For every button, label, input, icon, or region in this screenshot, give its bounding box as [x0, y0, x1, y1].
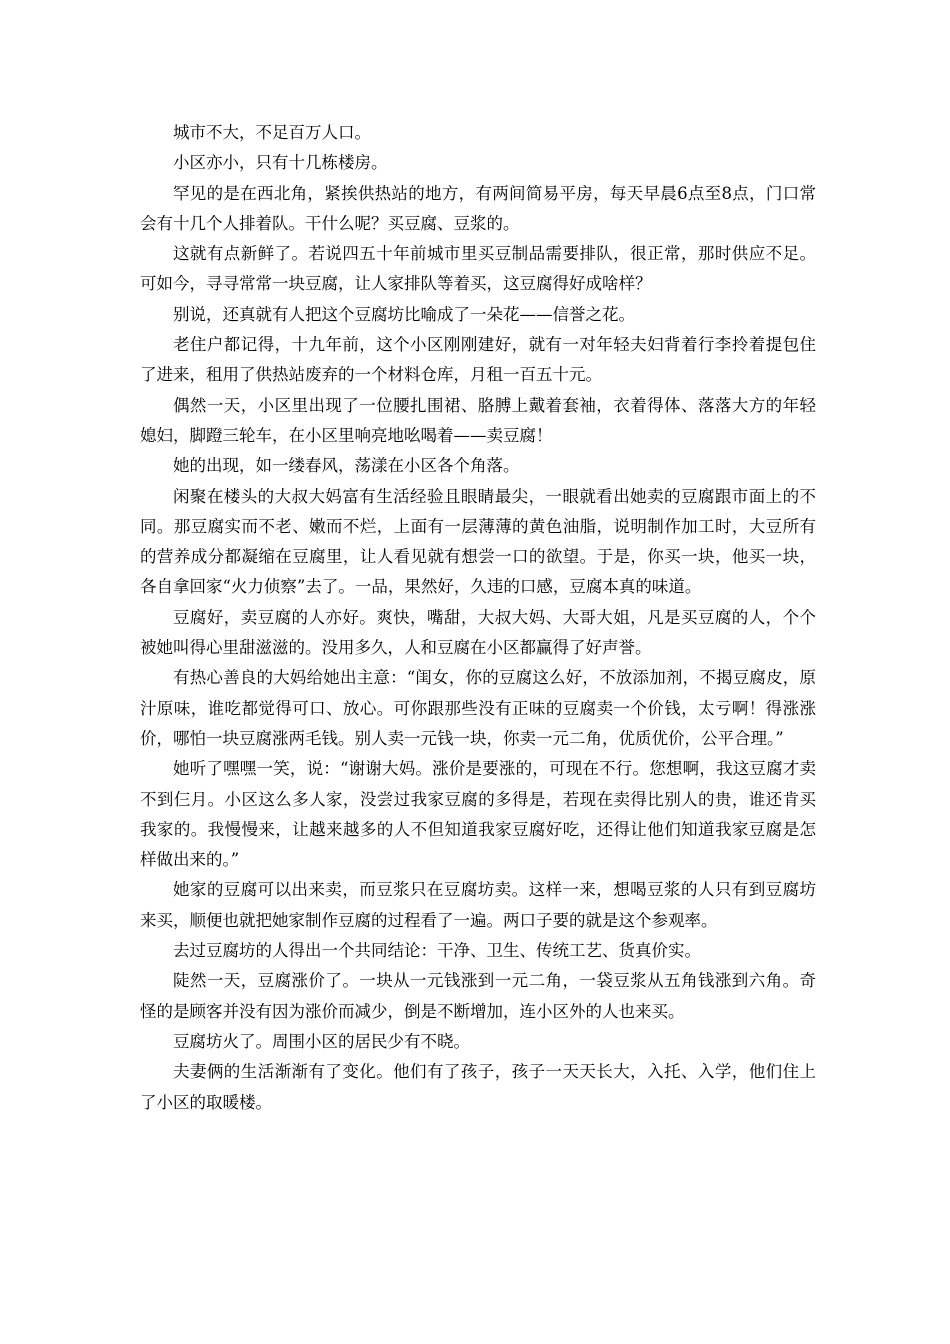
paragraph-10: 豆腐好，卖豆腐的人亦好。爽快，嘴甜，大叔大妈、大哥大姐，凡是买豆腐的人，个个被她叫得心里甜滋滋的。没用多久，人和豆腐在小区都赢得了好声誉。: [140, 607, 816, 658]
paragraph-8: 她的出现，如一缕春风，荡漾在小区各个角落。: [173, 456, 520, 476]
paragraph-5: 别说，还真就有人把这个豆腐坊比喻成了一朵花——信誉之花。: [173, 304, 635, 324]
paragraph-17: 夫妻俩的生活渐渐有了变化。他们有了孩子，孩子一天天长大，入托、入学，他们住上了小区的取暖楼。: [140, 1062, 816, 1112]
paragraph-2: 小区亦小，只有十几栋楼房。: [173, 153, 388, 173]
paragraph-9: 闲聚在楼头的大叔大妈富有生活经验且眼睛最尖，一眼就看出她卖的豆腐跟市面上的不同。那豆腐实而不老、嫩而不烂，上面有一层薄薄的黄色油脂，说明制作加工时，大豆所有的营养成分都凝缩在豆腐里，让人看见就有想尝一口的欲望。于是，你买一块，他买一块，各自拿回家“火力侦察”去了。一品，果然好，久违的口感，豆腐本真的味道。: [140, 486, 816, 597]
paragraph-4: 这就有点新鲜了。若说四五十年前城市里买豆制品需要排队，很正常，那时供应不足。可如今，寻寻常常一块豆腐，让人家排队等着买，这豆腐得好成啥样？: [140, 244, 816, 294]
paragraph-7: 偶然一天，小区里出现了一位腰扎围裙、胳膊上戴着套袖，衣着得体、落落大方的年轻媳妇，脚蹬三轮车，在小区里响亮地吆喝着——卖豆腐！: [140, 395, 816, 445]
paragraph-13: 她家的豆腐可以出来卖，而豆浆只在豆腐坊卖。这样一来，想喝豆浆的人只有到豆腐坊来买，顺便也就把她家制作豆腐的过程看了一遍。两口子要的就是这个参观率。: [140, 880, 816, 930]
paragraph-1: 城市不大，不足百万人口。: [173, 123, 371, 142]
paragraph-12: 她听了嘿嘿一笑，说：“谢谢大妈。涨价是要涨的，可现在不行。您想啊，我这豆腐才卖不到仨月。小区这么多人家，没尝过我家豆腐的多得是，若现在卖得比别人的贵，谁还肯买我家的。我慢慢来，让越来越多的人不但知道我家豆腐好吃，还得让他们知道我家豆腐是怎样做出来的。”: [140, 759, 816, 870]
article-body: [140, 118, 816, 1118]
paragraph-6: 老住户都记得，十九年前，这个小区刚刚建好，就有一对年轻夫妇背着行李拎着提包住了进来，租用了供热站废弃的一个材料仓库，月租一百五十元。: [140, 335, 816, 385]
paragraph-14: 去过豆腐坊的人得出一个共同结论：干净、卫生、传统工艺、货真价实。: [173, 941, 701, 961]
paragraph-15: 陡然一天，豆腐涨价了。一块从一元钱涨到一元二角，一袋豆浆从五角钱涨到六角。奇怪的是顾客并没有因为涨价而减少，倒是不断增加，连小区外的人也来买。: [140, 971, 816, 1021]
paragraph-16: 豆腐坊火了。周围小区的居民少有不晓。: [173, 1031, 470, 1051]
paragraph-11: 有热心善良的大妈给她出主意：“闺女，你的豆腐这么好，不放添加剂，不揭豆腐皮，原汁原味，谁吃都觉得可口、放心。可你跟那些没有正味的豆腐卖一个价钱，太亏啊！得涨涨价，哪怕一块豆腐涨两毛钱。别人卖一元钱一块，你卖一元二角，优质优价，公平合理。”: [140, 668, 816, 748]
paragraph-3: 罕见的是在西北角，紧挨供热站的地方，有两间简易平房，每天早晨6点至8点，门口常会有十几个人排着队。干什么呢？买豆腐、豆浆的。: [140, 183, 816, 233]
